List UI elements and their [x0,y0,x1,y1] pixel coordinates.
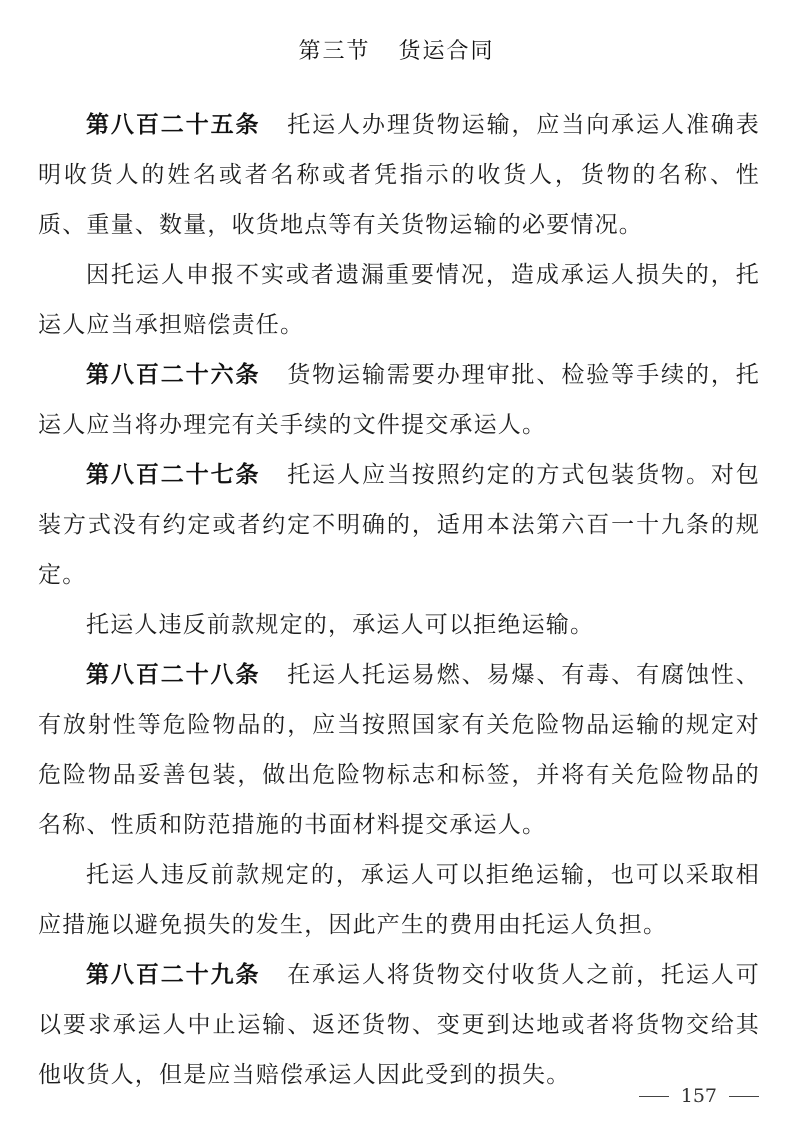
article-text: 托运人违反前款规定的，承运人可以拒绝运输，也可以采取相应措施以避免损失的发生，因此产生的费用由托运人负担。 [38,862,760,938]
footer-right-dash [729,1096,759,1097]
article-number: 第八百二十五条 [86,112,261,138]
article-number: 第八百二十九条 [86,962,261,988]
article-828-sub-paragraph [38,850,760,950]
section-title: 货运合同 [398,39,495,64]
article-text: 货物运输需要办理审批、检验等手续的，托运人应当将办理完有关手续的文件提交承运人。 [38,362,760,438]
article-text: 因托运人申报不实或者遗漏重要情况，造成承运人损失的，托运人应当承担赔偿责任。 [38,262,760,338]
article-text: 托运人违反前款规定的，承运人可以拒绝运输。 [86,612,595,638]
page-footer [639,1082,759,1110]
section-heading [0,34,793,65]
article-829-paragraph [38,950,760,1100]
article-text: 托运人托运易燃、易爆、有毒、有腐蚀性、有放射性等危险物品的，应当按照国家有关危险物品运输的规定对危险物品妥善包装，做出危险物标志和标签，并将有关危险物品的名称、性质和防范措施的书面材料提交承运人。 [38,662,760,838]
article-number: 第八百二十六条 [86,362,261,388]
footer-left-dash [639,1096,669,1097]
article-827-sub-paragraph [38,600,760,650]
article-828-paragraph [38,650,760,850]
article-text: 托运人办理货物运输，应当向承运人准确表明收货人的姓名或者名称或者凭指示的收货人，货物的名称、性质、重量、数量，收货地点等有关货物运输的必要情况。 [38,112,760,238]
article-827-paragraph [38,450,760,600]
article-text: 在承运人将货物交付收货人之前，托运人可以要求承运人中止运输、返还货物、变更到达地或者将货物交给其他收货人，但是应当赔偿承运人因此受到的损失。 [38,962,760,1088]
article-826-paragraph [38,350,760,450]
article-text: 托运人应当按照约定的方式包装货物。对包装方式没有约定或者约定不明确的，适用本法第六百一十九条的规定。 [38,462,760,588]
page-number: 157 [680,1085,717,1107]
article-825-sub-paragraph [38,250,760,350]
article-825-paragraph [38,100,760,250]
section-number: 第三节 [298,39,371,64]
article-number: 第八百二十八条 [86,662,261,688]
article-number: 第八百二十七条 [86,462,261,488]
article-body [38,100,760,1100]
